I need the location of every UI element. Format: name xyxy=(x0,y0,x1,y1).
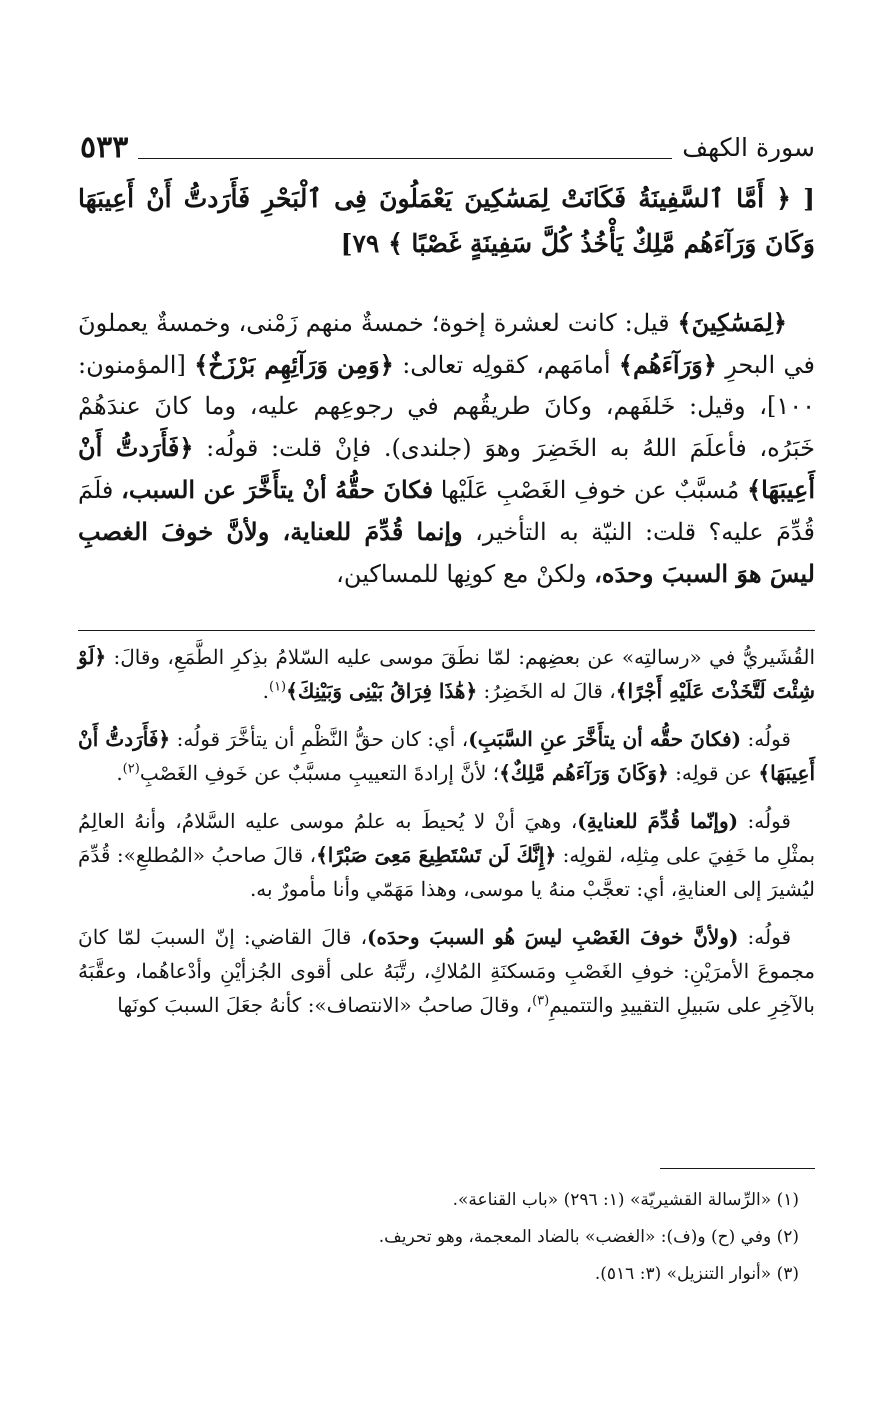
commentary-text: مُسبَّبٌ عن خوفِ الغَصْبِ عَلَيْها xyxy=(433,476,748,504)
quran-verse-block xyxy=(78,176,815,266)
verse-open-bracket: [ xyxy=(803,184,815,213)
commentary-text: ولكنْ مع كونِها للمساكين، xyxy=(336,560,595,588)
lemma: (وإنّما قُدِّمَ للعنايةِ) xyxy=(577,809,739,833)
commented-phrase: وإنما قُدِّمَ للعناية، ولأنَّ خوفَ الغصبِ ليسَ هوَ السببَ وحدَه، xyxy=(78,517,815,588)
gloss-text: ، وهيَ أنْ لا يُحيطَ به علمُ موسى عليه السَّلامُ، وأنهُ العالِمُ بمثْلِ ما خَفِيَ على مِثلِه، لقولِه: xyxy=(78,809,816,867)
surah-title: سورة الكهف xyxy=(682,133,815,162)
gloss-text: ، قالَ له الخَضِرُ: xyxy=(477,679,616,703)
verse-number: ٧٩ xyxy=(352,229,380,258)
commented-phrase: فكانَ حقُّهُ أنْ يتأَخَّرَ عن السبب، xyxy=(121,475,434,504)
main-commentary xyxy=(78,302,815,595)
gloss-text: ، قالَ صاحبُ «المُطلعِ»: قُدِّمَ ليُشيرَ إلى العنايةِ، أي: تعجَّبْ منهُ يا موسى، وهذا مَهَمّي وأنا مأمورٌ به. xyxy=(78,843,815,901)
quran-quote: ﴿هَٰذَا فِرَاقُ بَيْنِى وَبَيْنِكَ﴾ xyxy=(286,679,478,703)
gloss-text: قولُه: xyxy=(738,925,791,949)
footnote: (٣) «أنوار التنزيل» (٣: ٥١٦). xyxy=(594,1264,799,1284)
gloss-paragraph xyxy=(78,920,815,1022)
section-divider xyxy=(78,630,815,631)
footnote-ref: (٣) xyxy=(532,993,550,1009)
commentary-text: [المؤمنون: ١٠٠]، وقيل: خَلفَهم، وكانَ طريقُهم في رجوعِهم عليه، وما كانَ عندَهُمْ خَبَرُه، فأعلَمَ اللهُ به الخَضِرَ وهوَ (جلندى). فإنْ قلت: قولُه: xyxy=(78,351,816,462)
gloss-text: القُشَيريُّ في «رسالتِه» عن بعضِهم: لمّا نطَقَ موسى عليه السّلامُ بذِكرِ الطَّمَعِ، وقالَ: xyxy=(106,645,815,669)
gloss-paragraph xyxy=(78,722,815,790)
footnote-ref: (١) xyxy=(268,679,287,695)
gloss-text: ؛ لأنَّ إرادةَ التعييبِ مسبَّبٌ عن خَوفِ الغَصْبِ xyxy=(139,761,500,785)
quran-quote: ﴿وَمِن وَرَآئِهِم بَرْزَخٌ﴾ xyxy=(194,350,394,379)
gloss-text: ، وقالَ صاحبُ «الانتصاف»: كأنهُ جعَلَ السببَ كونَها xyxy=(117,993,533,1017)
lemma: (ولأنَّ خوفَ الغَصْبِ ليسَ هُو السببَ وحدَه) xyxy=(367,925,739,949)
header-rule xyxy=(138,158,672,159)
gloss-text: ، قالَ القاضي: إنّ السببَ لمّا كانَ مجموعَ الأمرَيْنِ: خوفِ الغَصْبِ ومَسكنَةِ المُلاكِ، رتَّبَهُ على أقوى الجُزأيْنِ وأدْعاهُما، وعقَّبَهُ بالآخِرِ على سَبيلِ التقييدِ والتتميمِ xyxy=(78,925,815,1017)
footnotes xyxy=(78,1184,815,1295)
lemma: (فكانَ حقُّه أن يتأَخَّرَ عنِ السَّبَبِ) xyxy=(468,727,742,751)
quran-quote: ﴿وَرَآءَهُم﴾ xyxy=(618,350,717,379)
verse-text: ﴿ أَمَّا ٱلسَّفِينَةُ فَكَانَتْ لِمَسَٰكِينَ يَعْمَلُونَ فِى ٱلْبَحْرِ فَأَرَدتُّ أَنْ أَعِيبَهَا وَكَانَ وَرَآءَهُم مَّلِكٌ يَأْخُذُ كُلَّ سَفِينَةٍ غَصْبًا ﴾ xyxy=(78,184,815,258)
commentary-text: أمامَهم، كقولِه تعالى: xyxy=(393,351,619,379)
quran-quote: ﴿لِمَسَٰكِينَ﴾ xyxy=(677,308,787,337)
gloss-text: قولُه: xyxy=(738,809,791,833)
page-number: ٥٣٣ xyxy=(80,130,129,165)
commentary-text: فلَمَ قُدِّمَ عليه؟ قلت: النيّة به التأخير، xyxy=(78,476,816,546)
quran-quote: ﴿فَأَرَدتُّ أَنْ أَعِيبَهَا﴾ xyxy=(78,727,815,785)
gloss-text: قولُه: xyxy=(741,727,791,751)
quran-quote: ﴿فَأَرَدتُّ أَنْ أَعِيبَهَا﴾ xyxy=(78,433,815,504)
quran-quote: ﴿إِنَّكَ لَن تَسْتَطِيعَ مَعِىَ صَبْرًا﴾ xyxy=(316,843,557,867)
gloss-text: . xyxy=(262,679,269,703)
footnote-divider xyxy=(660,1168,815,1169)
commentary-text: قيل: كانت لعشرة إخوة؛ خمسةٌ منهم زَمْنى، وخمسةٌ يعملونَ في البحرِ xyxy=(78,309,815,379)
gloss-text: ، أي: كان حقُّ النَّظْمِ أن يتأخَّرَ قولُه: xyxy=(170,727,469,751)
gloss-text: . xyxy=(116,761,123,785)
glosses xyxy=(78,640,815,1036)
verse-close-bracket: ] xyxy=(340,229,353,258)
quran-quote: ﴿وَكَانَ وَرَآءَهُم مَّلِكٌ﴾ xyxy=(499,761,669,785)
gloss-paragraph xyxy=(78,640,815,708)
running-head xyxy=(80,122,815,168)
footnote-ref: (٢) xyxy=(122,761,140,777)
footnote: (٢) وفي (ح) و(ف): «الغضب» بالضاد المعجمة، وهو تحريف. xyxy=(378,1227,799,1247)
gloss-paragraph xyxy=(78,804,815,906)
quran-quote: ﴿لَوْ شِئْتَ لَتَّخَذْتَ عَلَيْهِ أَجْرًا﴾ xyxy=(78,645,815,703)
gloss-text: عن قولِه: xyxy=(668,761,759,785)
footnote: (١) «الرِّسالة القشيريّة» (١: ٢٩٦) «باب القناعة». xyxy=(452,1190,799,1210)
